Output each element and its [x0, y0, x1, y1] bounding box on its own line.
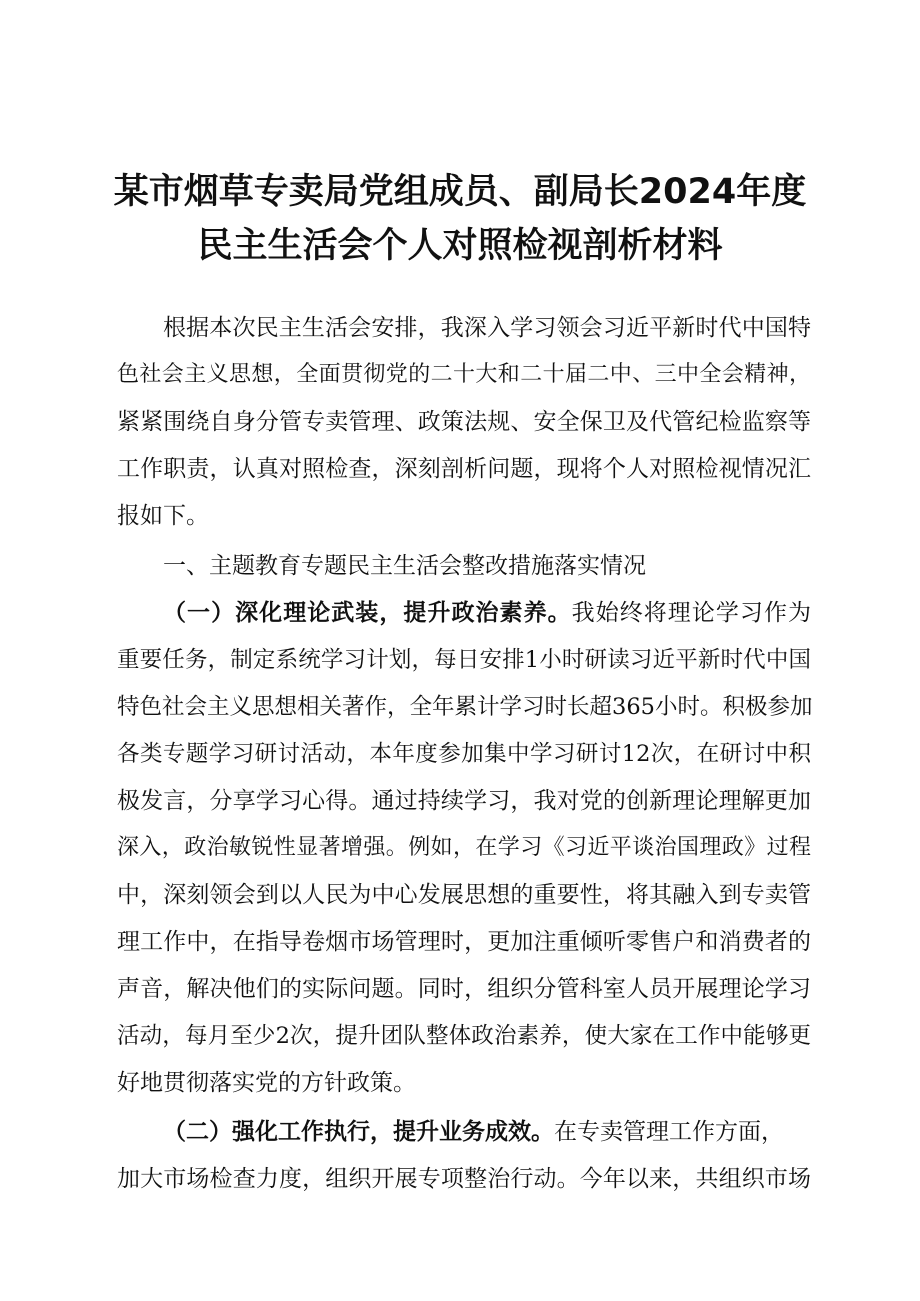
subsection-first-line	[163, 1117, 811, 1147]
body-line: 好地贯彻落实党的方针政策。	[117, 1070, 416, 1096]
section-heading: 一、主题教育专题民主生活会整改措施落实情况	[163, 553, 646, 579]
document-title-line-1: 某市烟草专卖局党组成员、副局长2024年度	[113, 172, 807, 212]
subsection-title: （二）强化工作执行，提升业务成效。	[163, 1119, 554, 1145]
body-line: 特色社会主义思想相关著作，全年累计学习时长超365小时。积极参加	[117, 694, 813, 720]
body-line: 深入，政治敏锐性显著增强。例如，在学习《习近平谈治国理政》过程	[117, 835, 811, 860]
body-line: 声音，解决他们的实际问题。同时，组织分管科室人员开展理论学习	[117, 976, 811, 1002]
subsection-title: （一）深化理论武装，提升政治素养。	[163, 600, 572, 626]
subsection-first-line	[163, 598, 811, 628]
body-line: 各类专题学习研讨活动，本年度参加集中学习研讨12次，在研讨中积	[117, 741, 811, 767]
subsection-text: 在专卖管理工作方面，	[554, 1119, 784, 1145]
body-line: 中，深刻领会到以人民为中心发展思想的重要性，将其融入到专卖管	[117, 882, 811, 908]
intro-line: 紧紧围绕自身分管专卖管理、政策法规、安全保卫及代管纪检监察等	[117, 409, 811, 435]
intro-line: 色社会主义思想，全面贯彻党的二十大和二十届二中、三中全会精神，	[117, 362, 811, 387]
subsection-text: 我始终将理论学习作为	[571, 600, 812, 626]
body-line: 理工作中，在指导卷烟市场管理时，更加注重倾听零售户和消费者的	[117, 929, 811, 955]
body-line: 重要任务，制定系统学习计划，每日安排1小时研读习近平新时代中国	[117, 647, 811, 673]
body-line: 极发言，分享学习心得。通过持续学习，我对党的创新理论理解更加	[117, 788, 811, 814]
intro-line: 报如下。	[117, 503, 209, 529]
intro-line: 根据本次民主生活会安排，我深入学习领会习近平新时代中国特	[163, 315, 811, 341]
body-line: 加大市场检查力度，组织开展专项整治行动。今年以来，共组织市场	[117, 1166, 811, 1192]
intro-line: 工作职责，认真对照检查，深刻剖析问题，现将个人对照检视情况汇	[117, 456, 811, 482]
document-title-line-2: 民主生活会个人对照检视剖析材料	[197, 226, 723, 266]
body-line: 活动，每月至少2次，提升团队整体政治素养，使大家在工作中能够更	[117, 1023, 811, 1049]
